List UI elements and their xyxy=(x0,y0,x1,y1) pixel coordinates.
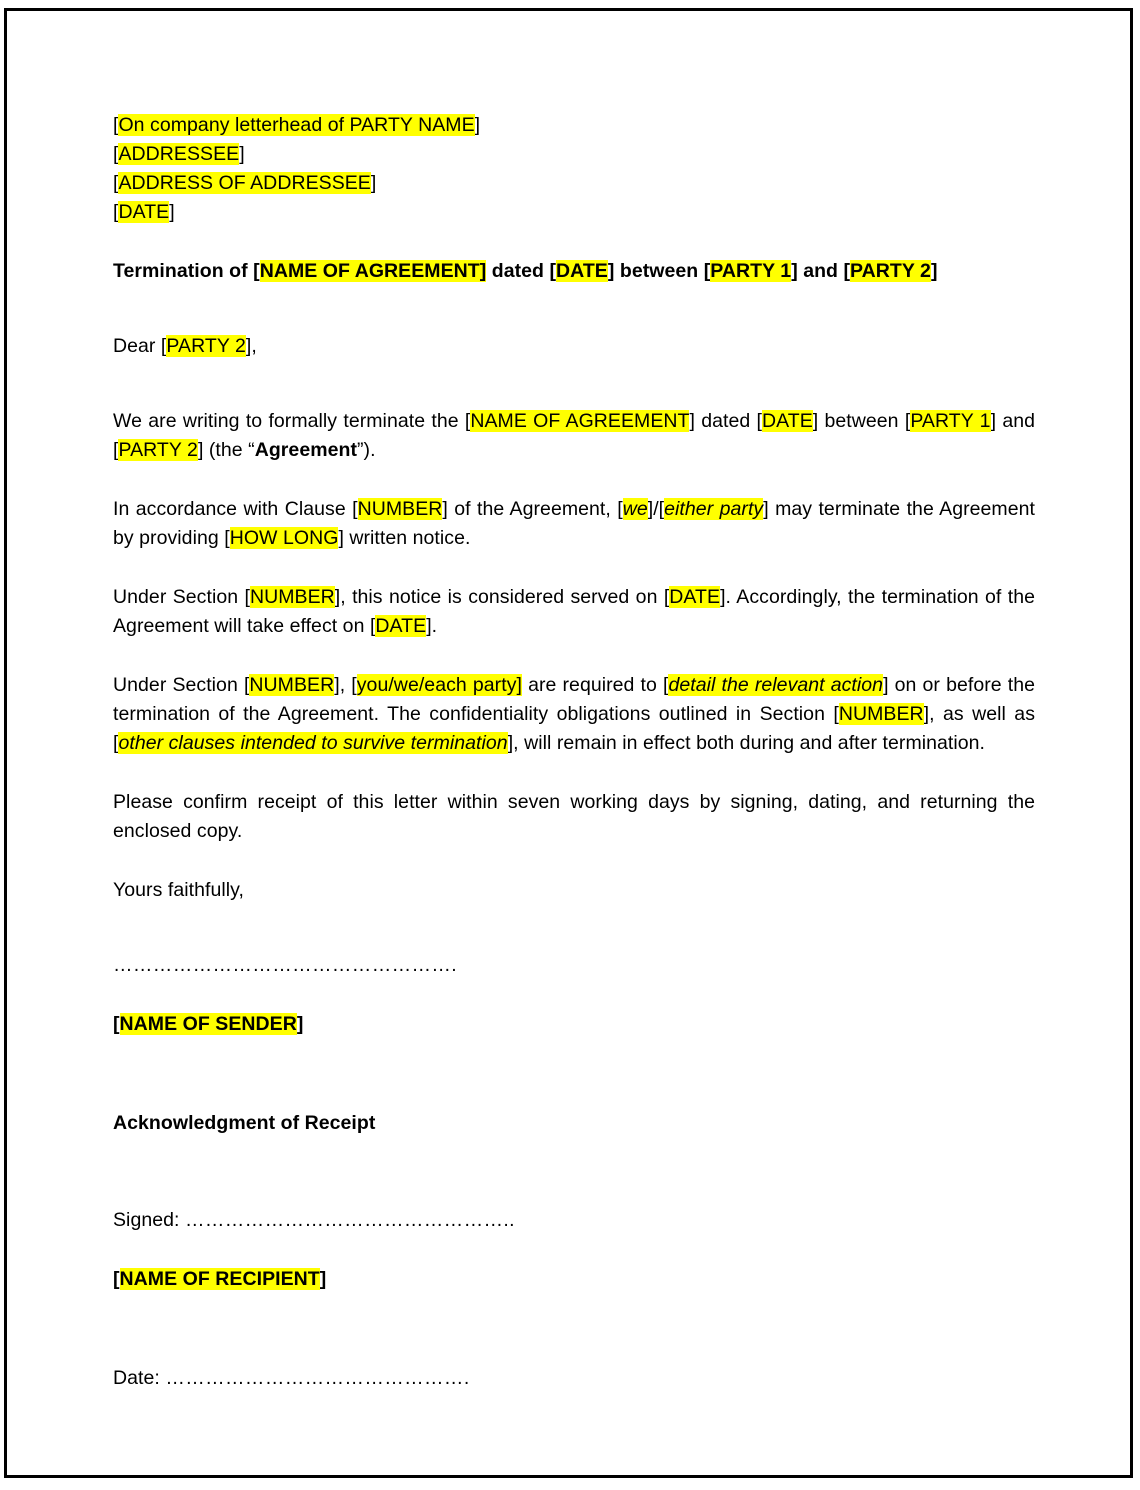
subject-text: ] xyxy=(930,260,938,282)
placeholder-name-of-sender: NAME OF SENDER xyxy=(119,1013,297,1035)
bracket-open: [ xyxy=(113,1268,120,1290)
bracket-open: [ xyxy=(113,114,119,136)
bracket-open: [ xyxy=(113,143,119,165)
placeholder-company-letterhead: On company letterhead of PARTY NAME xyxy=(118,114,475,136)
bracket-close: ] xyxy=(239,143,245,165)
placeholder-party-1: PARTY 1 xyxy=(910,410,991,432)
spacer xyxy=(113,641,1035,671)
paragraph-text: ], [ xyxy=(334,674,357,696)
spacer xyxy=(113,905,1035,951)
spacer xyxy=(113,1039,1035,1109)
address-of-addressee-line xyxy=(113,169,1035,198)
paragraph-text: In accordance with Clause [ xyxy=(113,498,358,520)
spacer xyxy=(113,1235,1035,1265)
paragraph-text: Under Section [ xyxy=(113,586,250,608)
paragraph-termination-notice xyxy=(113,407,1035,465)
paragraph-text: ] may terminate the Agreement by providing [ xyxy=(113,498,1035,549)
placeholder-date: DATE xyxy=(118,201,170,223)
subject-text: ] and [ xyxy=(791,260,851,282)
placeholder-date: DATE xyxy=(556,260,608,282)
placeholder-surviving-clauses: other clauses intended to survive termination xyxy=(118,732,508,754)
paragraph-text: ]. Accordingly, the termination of the Agreement will take effect on [ xyxy=(113,586,1035,637)
spacer xyxy=(113,361,1035,407)
document-body xyxy=(113,111,1035,1393)
placeholder-name-of-recipient: NAME OF RECIPIENT xyxy=(119,1268,320,1290)
bracket-close: ] xyxy=(370,172,377,194)
recipient-date-line xyxy=(113,1364,1035,1393)
salutation-text: ], xyxy=(245,335,257,357)
paragraph-text: ]. xyxy=(426,615,438,637)
paragraph-text: ], this notice is considered served on [ xyxy=(334,586,670,608)
paragraph-text: ] and [ xyxy=(113,410,1036,461)
paragraph-text: ] (the “ xyxy=(197,439,255,461)
placeholder-you-we-each-party: you/we/each party] xyxy=(356,674,522,696)
salutation-text: Dear [ xyxy=(113,335,167,357)
date-line xyxy=(113,198,1035,227)
closing-salutation: Yours faithfully, xyxy=(113,879,244,901)
paragraph-text: ], will remain in effect both during and after termination. xyxy=(507,732,986,754)
paragraph-text: Under Section [ xyxy=(113,674,250,696)
sender-signature-line: ……………………………………………. xyxy=(113,954,458,976)
spacer xyxy=(113,980,1035,1010)
placeholder-detail-the-relevant-action: detail the relevant action xyxy=(668,674,884,696)
letterhead-line xyxy=(113,111,1035,140)
salutation xyxy=(113,332,1035,361)
acknowledgment-heading: Acknowledgment of Receipt xyxy=(113,1112,376,1134)
bracket-close: ] xyxy=(474,114,481,136)
defined-term-agreement: Agreement xyxy=(254,439,358,461)
placeholder-date: DATE xyxy=(375,615,427,637)
paragraph-clause-notice-period xyxy=(113,495,1035,553)
subject-text: dated [ xyxy=(486,260,557,282)
placeholder-number: NUMBER xyxy=(249,674,335,696)
placeholder-name-of-agreement: NAME OF AGREEMENT] xyxy=(259,260,487,282)
spacer xyxy=(113,1138,1035,1206)
paragraph-confirm-receipt: Please confirm receipt of this letter within seven working days by signing, dating, and returning the enclosed copy. xyxy=(113,791,1035,842)
addressee-line xyxy=(113,140,1035,169)
paragraph-text: ] dated [ xyxy=(689,410,762,432)
placeholder-party-2: PARTY 2 xyxy=(166,335,246,357)
placeholder-party-1: PARTY 1 xyxy=(710,260,792,282)
spacer xyxy=(113,1294,1035,1364)
placeholder-name-of-agreement: NAME OF AGREEMENT xyxy=(470,410,690,432)
placeholder-date: DATE xyxy=(762,410,813,432)
placeholder-number: NUMBER xyxy=(838,703,924,725)
bracket-close: ] xyxy=(169,201,175,223)
placeholder-addressee: ADDRESSEE xyxy=(118,143,240,165)
paragraph-text: ] on or before the termination of the Agreement. The confidentiality obligations outlined in Section [ xyxy=(113,674,1036,725)
placeholder-either-party: either party xyxy=(664,498,764,520)
placeholder-number: NUMBER xyxy=(249,586,335,608)
date-dotted-line: ………………………………………. xyxy=(165,1367,470,1389)
spacer xyxy=(113,227,1035,257)
spacer xyxy=(113,758,1035,788)
recipient-signed-line xyxy=(113,1206,1035,1235)
subject-text: Termination of [ xyxy=(113,260,260,282)
placeholder-we: we xyxy=(622,498,648,520)
placeholder-party-2: PARTY 2 xyxy=(118,439,198,461)
bracket-open: [ xyxy=(113,201,119,223)
paragraph-obligations-and-survival xyxy=(113,671,1035,758)
paragraph-text: are required to [ xyxy=(521,674,669,696)
paragraph-service-and-effect-date xyxy=(113,583,1035,641)
placeholder-address-of-addressee: ADDRESS OF ADDRESSEE xyxy=(118,172,371,194)
signed-label: Signed: xyxy=(113,1209,185,1231)
placeholder-date: DATE xyxy=(669,586,721,608)
paragraph-text: ”). xyxy=(357,439,376,461)
paragraph-text: ] written notice. xyxy=(338,527,471,549)
bracket-close: ] xyxy=(319,1268,327,1290)
document-page xyxy=(4,8,1133,1478)
spacer xyxy=(113,465,1035,495)
spacer xyxy=(113,553,1035,583)
bracket-open: [ xyxy=(113,1013,120,1035)
spacer xyxy=(113,846,1035,876)
bracket-close: ] xyxy=(296,1013,304,1035)
subject-line xyxy=(113,257,1035,286)
placeholder-how-long: HOW LONG xyxy=(229,527,339,549)
paragraph-text: We are writing to formally terminate the [ xyxy=(113,410,471,432)
placeholder-party-2: PARTY 2 xyxy=(850,260,931,282)
letterhead-address-block xyxy=(113,111,1035,227)
recipient-name-line xyxy=(113,1265,1035,1294)
paragraph-text: ]/[ xyxy=(647,498,665,520)
paragraph-text: ] between [ xyxy=(812,410,911,432)
paragraph-text: ] of the Agreement, [ xyxy=(442,498,623,520)
signed-dotted-line: ………………………………………….. xyxy=(184,1209,516,1231)
sender-name-line xyxy=(113,1010,1035,1039)
placeholder-number: NUMBER xyxy=(357,498,443,520)
subject-text: ] between [ xyxy=(607,260,711,282)
date-label: Date: xyxy=(113,1367,166,1389)
spacer xyxy=(113,286,1035,332)
bracket-open: [ xyxy=(113,172,119,194)
paragraph-text: ], as well as [ xyxy=(113,703,1035,754)
